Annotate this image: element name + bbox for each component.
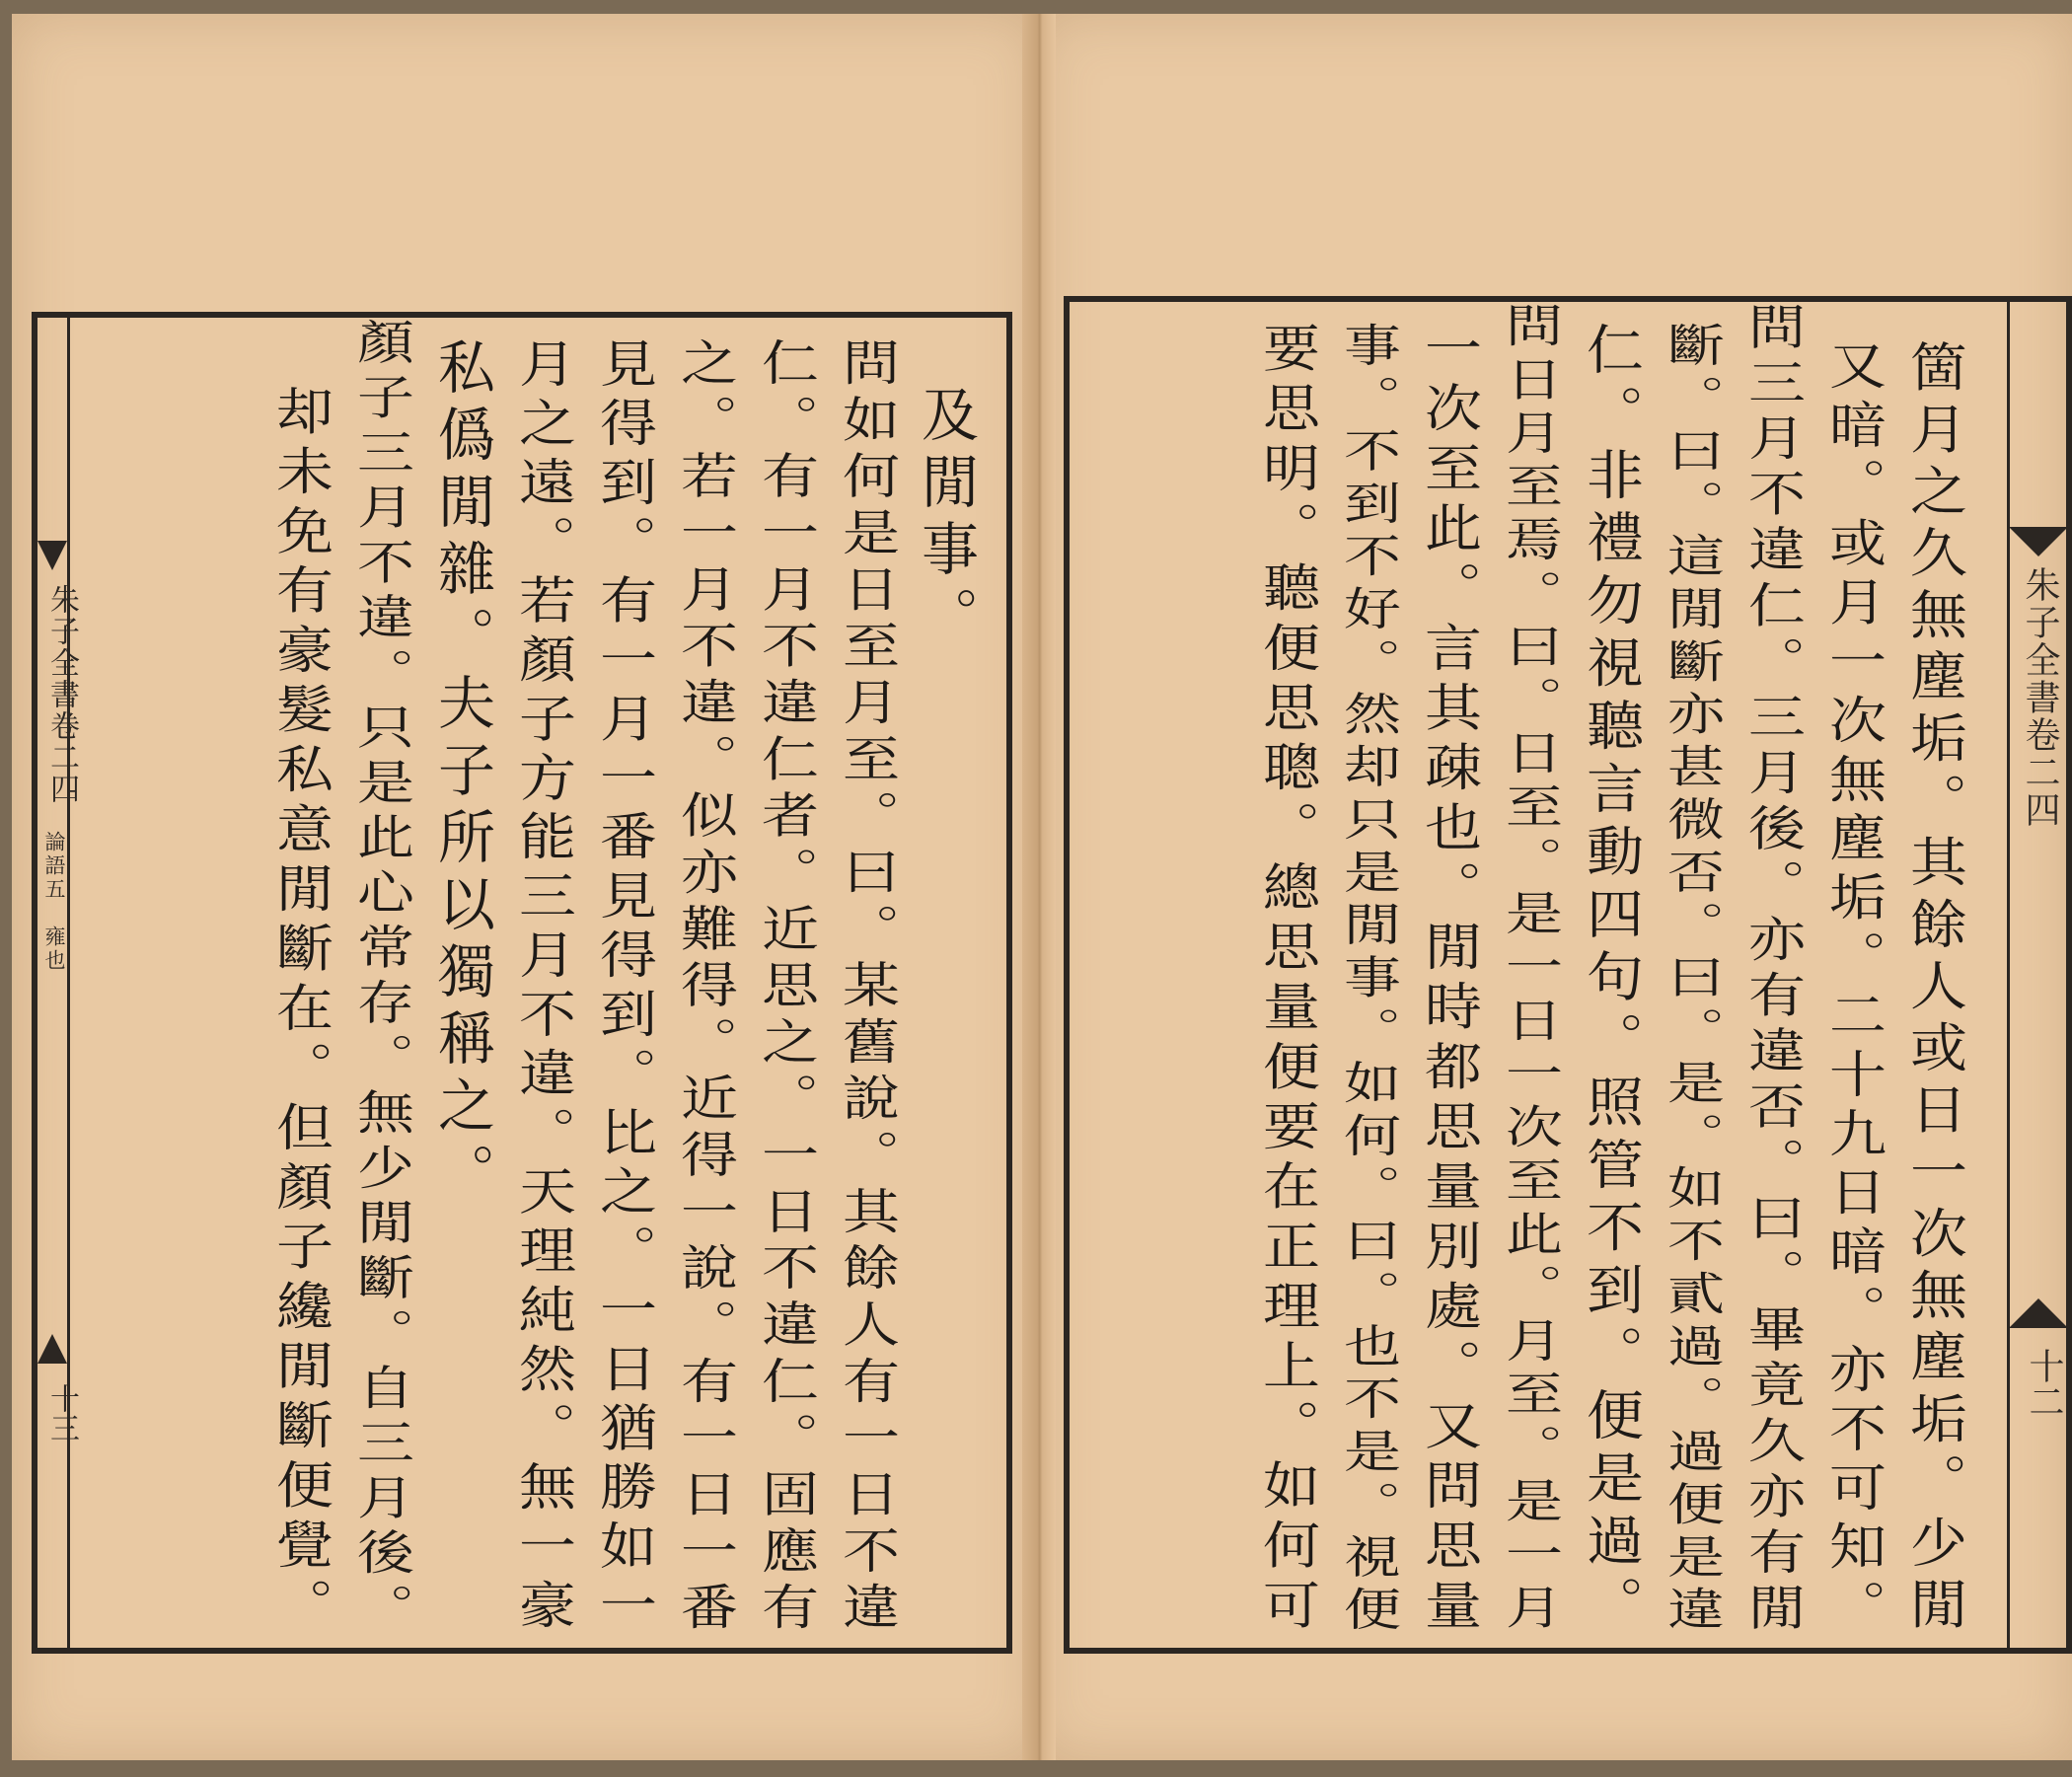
left-text-column-4: 之。若一月不違。似亦難得。近得一說。有一日一番 xyxy=(671,337,738,1639)
left-margin-title: 朱子全書卷二四 xyxy=(44,584,79,805)
right-text-frame xyxy=(1064,296,2072,1654)
left-text-column-9: 却未免有豪髮私意閒斷在。但顏子纔閒斷便覺。 xyxy=(266,385,333,1638)
left-text-column-8: 顏子三月不違。只是此心常存。無少閒斷。自三月後。 xyxy=(347,318,414,1639)
fish-tail-mark-top xyxy=(2009,527,2068,556)
right-text-column-1: 箇月之久無塵垢。其餘人或日一次無塵垢。少閒 xyxy=(1900,339,1967,1639)
right-margin-title: 朱子全書卷二四 xyxy=(2020,566,2060,829)
fish-tail-mark-bottom xyxy=(37,1334,67,1364)
right-text-column-9: 要思明。聽便思聰。總思量便要在正理上。如何可 xyxy=(1253,322,1320,1639)
left-text-column-2: 問如何是日至月至。曰。某舊說。其餘人有一日不違 xyxy=(833,337,900,1639)
left-margin-subtitle: 論語五 雍也 xyxy=(42,831,66,973)
right-page-number: 十二 xyxy=(2024,1348,2064,1419)
book-gutter xyxy=(1022,14,1056,1760)
left-text-column-6: 月之遠。若顏子方能三月不違。天理純然。無一豪 xyxy=(509,337,576,1638)
right-text-column-3: 問三月不違仁。三月後。亦有違否。曰。畢竟久亦有閒 xyxy=(1739,302,1806,1639)
left-text-frame xyxy=(32,312,1012,1654)
right-text-column-8: 事。不到不好。然却只是閒事。如何。曰。也不是。視便 xyxy=(1334,322,1401,1639)
left-text-column-5: 見得到。有一月一番見得到。比之。一日猶勝如一 xyxy=(590,337,657,1638)
left-page-number: 十三 xyxy=(44,1383,79,1443)
right-text-column-6: 問日月至焉。曰。日至。是一日一次至此。月至。是一月 xyxy=(1496,302,1563,1638)
left-text-column-7: 私僞閒雜。夫子所以獨稱之。 xyxy=(428,337,495,1210)
right-text-column-5: 仁。非禮勿視聽言動四句。照管不到。便是過。 xyxy=(1577,322,1644,1638)
left-margin-rule xyxy=(67,318,70,1648)
right-margin-rule xyxy=(2007,302,2010,1648)
left-text-column-3: 仁。有一月不違仁者。近思之。一日不違仁。固應有 xyxy=(752,337,819,1639)
fish-tail-mark-bottom xyxy=(2009,1298,2068,1328)
right-text-column-2: 又暗。或月一次無塵垢。二十九日暗。亦不可知。 xyxy=(1819,339,1887,1639)
right-text-column-4: 斷。曰。這閒斷亦甚微否。曰。是。如不貳過。過便是違 xyxy=(1658,322,1725,1639)
fish-tail-mark-top xyxy=(37,541,67,570)
left-text-column-1: 及閒事。 xyxy=(912,385,979,653)
right-text-column-7: 一次至此。言其疎也。閒時都思量別處。又問思量 xyxy=(1415,322,1482,1639)
